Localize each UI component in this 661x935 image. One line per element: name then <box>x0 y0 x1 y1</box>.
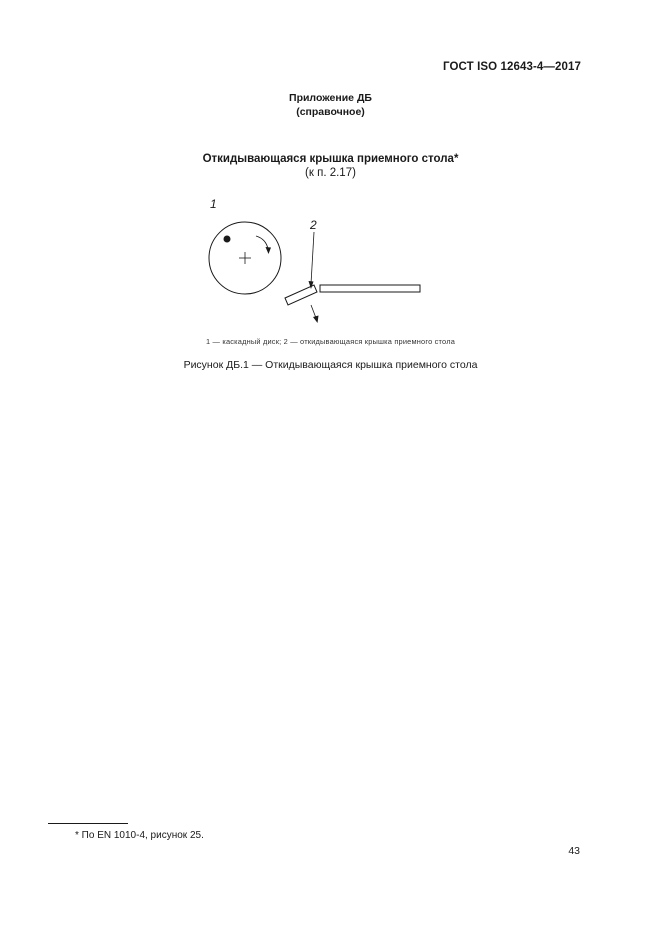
figure-diagram <box>190 192 440 332</box>
figure-heading-block <box>0 152 661 180</box>
annex-title-block <box>0 91 661 119</box>
disc-gripper-dot <box>224 236 231 243</box>
rotation-arrow <box>256 236 268 249</box>
flap-motion-arrowhead <box>313 316 319 324</box>
footnote-separator <box>48 823 128 824</box>
figure-heading: Откидывающаяся крышка приемного стола* <box>202 153 459 165</box>
receiving-table <box>320 285 420 292</box>
label-2: 2 <box>310 218 317 232</box>
document-code-header: ГОСТ ISO 12643-4—2017 <box>443 61 581 73</box>
figure-legend: 1 — каскадный диск; 2 — откидывающаяся крышка приемного стола <box>205 337 456 346</box>
label-1: 1 <box>210 197 217 211</box>
rotation-arrowhead <box>266 247 272 254</box>
flap-motion-arrow <box>311 305 316 318</box>
figure-caption: Рисунок ДБ.1 — Откидывающаяся крышка приемного стола <box>183 359 478 371</box>
page-number: 43 <box>568 845 580 857</box>
annex-subtitle: (справочное) <box>296 106 365 118</box>
label-2-leader-arrowhead <box>309 281 314 289</box>
annex-title: Приложение ДБ <box>289 92 372 104</box>
folding-cover-flap <box>285 285 317 305</box>
footnote: * По EN 1010-4, рисунок 25. <box>75 830 204 841</box>
figure-clause-reference: (к п. 2.17) <box>305 167 356 179</box>
label-2-leader <box>311 232 314 284</box>
